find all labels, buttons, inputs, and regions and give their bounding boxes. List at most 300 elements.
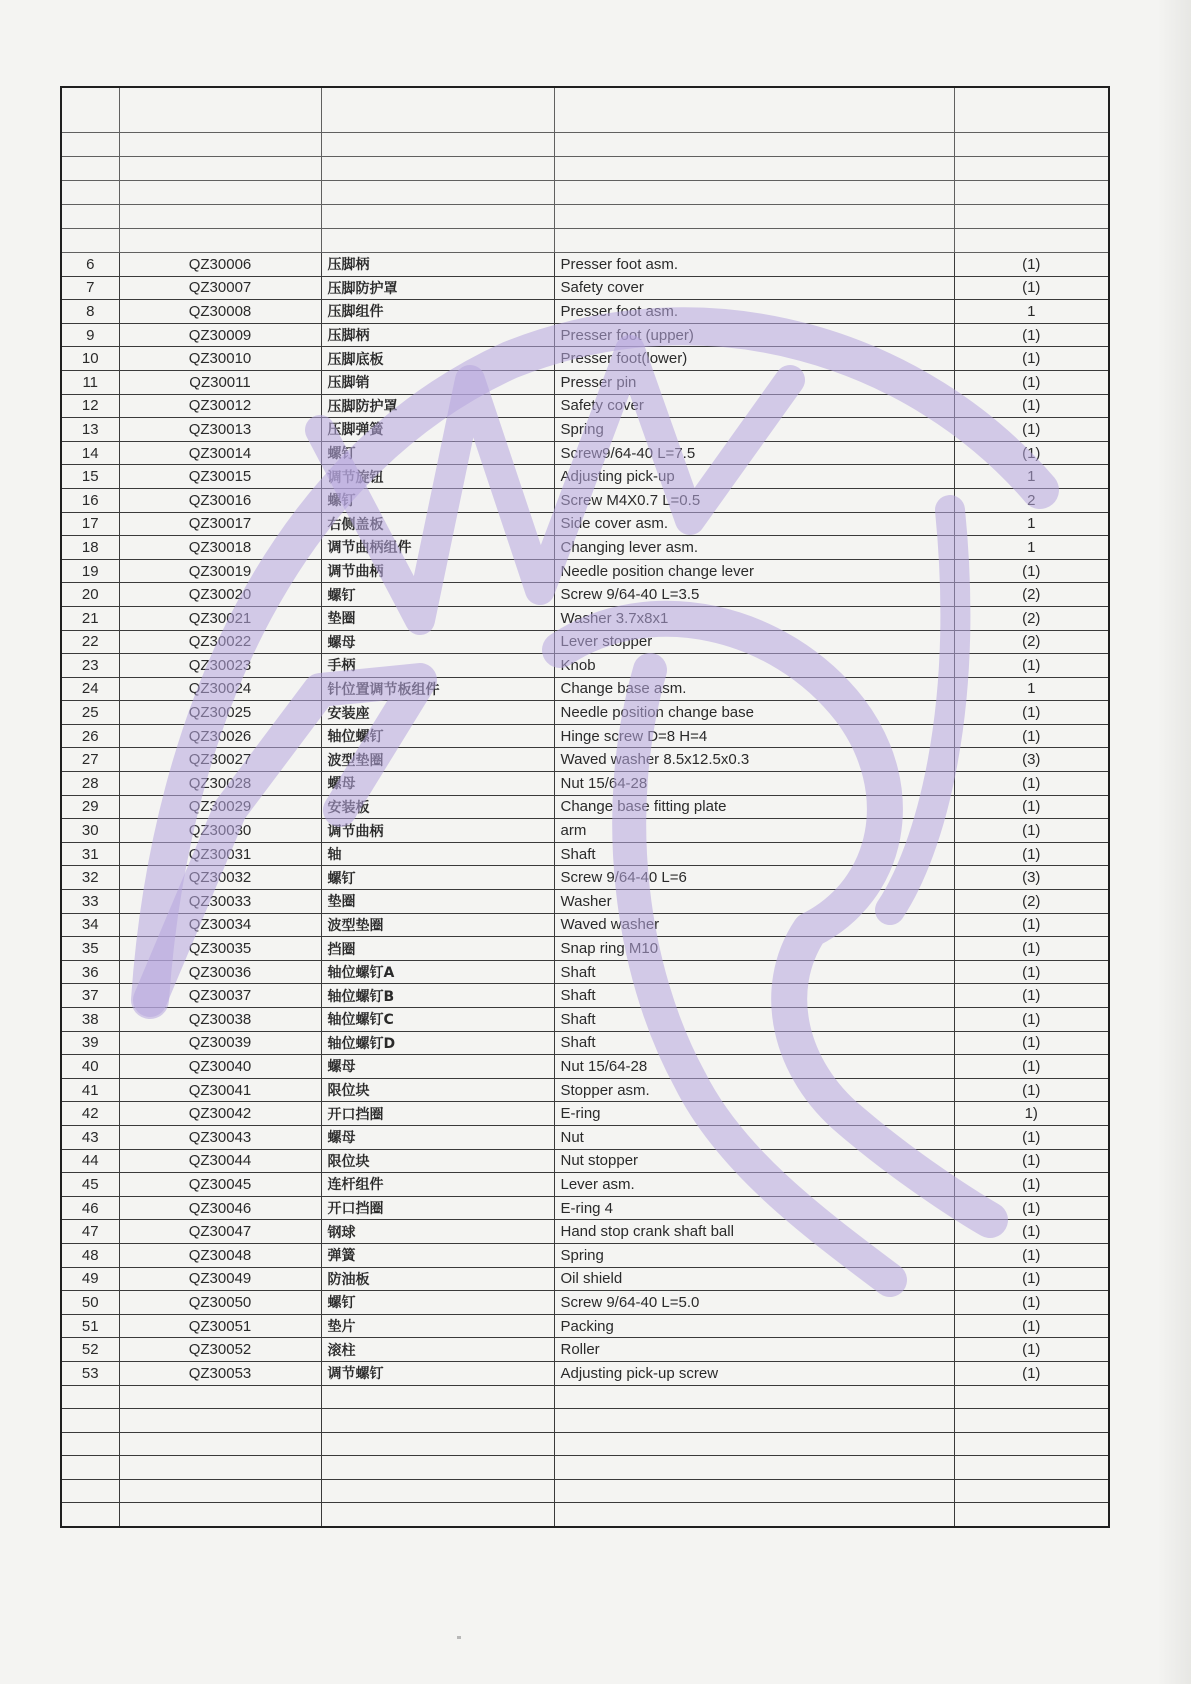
quantity-cell: 1 [954, 677, 1109, 701]
table-row [61, 559, 1109, 583]
chinese-name-cell: 调节螺钉 [321, 1361, 554, 1385]
english-name-cell: Knob [554, 654, 954, 678]
chinese-name-cell: 钢球 [321, 1220, 554, 1244]
item-number-cell: 26 [61, 724, 119, 748]
table-row [61, 394, 1109, 418]
english-name-cell: Screw 9/64-40 L=3.5 [554, 583, 954, 607]
part-code-cell: QZ30010 [119, 347, 321, 371]
empty-cell [554, 1385, 954, 1409]
item-number-cell: 30 [61, 819, 119, 843]
item-number-cell: 21 [61, 606, 119, 630]
part-code-cell: QZ30021 [119, 606, 321, 630]
table-row [61, 347, 1109, 371]
faded-row [61, 133, 1109, 157]
chinese-name-cell: 压脚销 [321, 370, 554, 394]
part-code-cell: QZ30019 [119, 559, 321, 583]
empty-row [61, 1503, 1109, 1527]
quantity-cell: (1) [954, 772, 1109, 796]
table-row [61, 323, 1109, 347]
table-row [61, 1338, 1109, 1362]
item-number-cell: 36 [61, 960, 119, 984]
part-code-cell: QZ30051 [119, 1314, 321, 1338]
table-row [61, 819, 1109, 843]
quantity-cell: 1 [954, 536, 1109, 560]
item-number-cell: 50 [61, 1291, 119, 1315]
quantity-cell: (1) [954, 937, 1109, 961]
item-number-cell: 24 [61, 677, 119, 701]
empty-cell [954, 1456, 1109, 1480]
english-name-cell: Roller [554, 1338, 954, 1362]
part-code-cell: QZ30007 [119, 276, 321, 300]
quantity-cell: (1) [954, 819, 1109, 843]
part-code-cell: QZ30022 [119, 630, 321, 654]
table-row [61, 253, 1109, 277]
chinese-name-cell: 轴位螺钉C [321, 1008, 554, 1032]
item-number-cell: 53 [61, 1361, 119, 1385]
part-code-cell: QZ30037 [119, 984, 321, 1008]
english-name-cell: Shaft [554, 984, 954, 1008]
quantity-cell: (1) [954, 1267, 1109, 1291]
empty-row [61, 1479, 1109, 1503]
english-name-cell: Packing [554, 1314, 954, 1338]
chinese-name-cell: 螺母 [321, 772, 554, 796]
chinese-name-cell: 轴位螺钉A [321, 960, 554, 984]
quantity-cell: (1) [954, 842, 1109, 866]
table-row [61, 654, 1109, 678]
table-row [61, 724, 1109, 748]
table-row [61, 1196, 1109, 1220]
item-number-cell: 41 [61, 1078, 119, 1102]
table-row [61, 701, 1109, 725]
quantity-cell: 2 [954, 488, 1109, 512]
part-code-cell: QZ30039 [119, 1031, 321, 1055]
quantity-cell: (1) [954, 984, 1109, 1008]
empty-cell [119, 1409, 321, 1433]
english-name-cell: Changing lever asm. [554, 536, 954, 560]
chinese-name-cell: 压脚组件 [321, 300, 554, 324]
english-name-cell: Nut 15/64-28 [554, 1055, 954, 1079]
english-name-cell: Nut [554, 1125, 954, 1149]
part-code-cell: QZ30040 [119, 1055, 321, 1079]
scan-speck [457, 1636, 461, 1639]
table-row [61, 583, 1109, 607]
part-code-cell: QZ30035 [119, 937, 321, 961]
chinese-name-cell: 波型垫圈 [321, 748, 554, 772]
faded-cell [61, 87, 119, 133]
quantity-cell: (1) [954, 394, 1109, 418]
item-number-cell: 34 [61, 913, 119, 937]
table-row [61, 1243, 1109, 1267]
english-name-cell: Waved washer 8.5x12.5x0.3 [554, 748, 954, 772]
part-code-cell: QZ30027 [119, 748, 321, 772]
chinese-name-cell: 轴 [321, 842, 554, 866]
item-number-cell: 32 [61, 866, 119, 890]
item-number-cell: 48 [61, 1243, 119, 1267]
empty-row [61, 1456, 1109, 1480]
item-number-cell: 43 [61, 1125, 119, 1149]
quantity-cell: (1) [954, 960, 1109, 984]
chinese-name-cell: 挡圈 [321, 937, 554, 961]
quantity-cell: (2) [954, 583, 1109, 607]
quantity-cell: (1) [954, 276, 1109, 300]
quantity-cell: (1) [954, 559, 1109, 583]
part-code-cell: QZ30047 [119, 1220, 321, 1244]
english-name-cell: Shaft [554, 1008, 954, 1032]
empty-cell [554, 1503, 954, 1527]
quantity-cell: (1) [954, 253, 1109, 277]
empty-row [61, 1432, 1109, 1456]
english-name-cell: Adjusting pick-up screw [554, 1361, 954, 1385]
empty-cell [954, 1479, 1109, 1503]
empty-cell [954, 1409, 1109, 1433]
table-row [61, 960, 1109, 984]
empty-cell [61, 1503, 119, 1527]
part-code-cell: QZ30012 [119, 394, 321, 418]
faded-cell [321, 87, 554, 133]
table-row [61, 890, 1109, 914]
table-row [61, 441, 1109, 465]
chinese-name-cell: 螺钉 [321, 1291, 554, 1315]
chinese-name-cell: 压脚防护罩 [321, 394, 554, 418]
english-name-cell: Adjusting pick-up [554, 465, 954, 489]
quantity-cell: (1) [954, 1008, 1109, 1032]
english-name-cell: Safety cover [554, 276, 954, 300]
empty-cell [321, 1456, 554, 1480]
english-name-cell: Safety cover [554, 394, 954, 418]
table-row [61, 276, 1109, 300]
item-number-cell: 42 [61, 1102, 119, 1126]
item-number-cell: 11 [61, 370, 119, 394]
item-number-cell: 16 [61, 488, 119, 512]
english-name-cell: Presser foot asm. [554, 253, 954, 277]
chinese-name-cell: 螺母 [321, 1125, 554, 1149]
quantity-cell: 1) [954, 1102, 1109, 1126]
chinese-name-cell: 螺母 [321, 630, 554, 654]
table-row [61, 677, 1109, 701]
quantity-cell: (2) [954, 630, 1109, 654]
part-code-cell: QZ30038 [119, 1008, 321, 1032]
table-row [61, 1031, 1109, 1055]
empty-cell [119, 1456, 321, 1480]
faded-cell [954, 87, 1109, 133]
item-number-cell: 12 [61, 394, 119, 418]
english-name-cell: Oil shield [554, 1267, 954, 1291]
chinese-name-cell: 轴位螺钉 [321, 724, 554, 748]
chinese-name-cell: 垫片 [321, 1314, 554, 1338]
chinese-name-cell: 压脚底板 [321, 347, 554, 371]
item-number-cell: 45 [61, 1173, 119, 1197]
part-code-cell: QZ30044 [119, 1149, 321, 1173]
chinese-name-cell: 调节曲柄 [321, 819, 554, 843]
empty-cell [119, 1432, 321, 1456]
faded-row [61, 205, 1109, 229]
table-row [61, 866, 1109, 890]
quantity-cell: (1) [954, 1243, 1109, 1267]
item-number-cell: 18 [61, 536, 119, 560]
chinese-name-cell: 连杆组件 [321, 1173, 554, 1197]
table-row [61, 1149, 1109, 1173]
quantity-cell: (1) [954, 1361, 1109, 1385]
english-name-cell: Presser foot asm. [554, 300, 954, 324]
empty-cell [554, 1432, 954, 1456]
english-name-cell: Screw M4X0.7 L=0.5 [554, 488, 954, 512]
part-code-cell: QZ30042 [119, 1102, 321, 1126]
chinese-name-cell: 限位块 [321, 1078, 554, 1102]
part-code-cell: QZ30025 [119, 701, 321, 725]
english-name-cell: Shaft [554, 1031, 954, 1055]
part-code-cell: QZ30018 [119, 536, 321, 560]
english-name-cell: Hand stop crank shaft ball [554, 1220, 954, 1244]
quantity-cell: (1) [954, 323, 1109, 347]
item-number-cell: 47 [61, 1220, 119, 1244]
empty-cell [61, 1409, 119, 1433]
empty-cell [61, 1479, 119, 1503]
part-code-cell: QZ30032 [119, 866, 321, 890]
table-row [61, 488, 1109, 512]
faded-cell [119, 87, 321, 133]
table-row [61, 1361, 1109, 1385]
chinese-name-cell: 压脚柄 [321, 323, 554, 347]
english-name-cell: Stopper asm. [554, 1078, 954, 1102]
english-name-cell: Washer [554, 890, 954, 914]
chinese-name-cell: 压脚柄 [321, 253, 554, 277]
chinese-name-cell: 压脚防护罩 [321, 276, 554, 300]
english-name-cell: Waved washer [554, 913, 954, 937]
english-name-cell: Screw 9/64-40 L=5.0 [554, 1291, 954, 1315]
table-row [61, 795, 1109, 819]
part-code-cell: QZ30008 [119, 300, 321, 324]
quantity-cell: (1) [954, 1338, 1109, 1362]
empty-cell [554, 1409, 954, 1433]
table-row [61, 772, 1109, 796]
part-code-cell: QZ30049 [119, 1267, 321, 1291]
item-number-cell: 38 [61, 1008, 119, 1032]
chinese-name-cell: 螺钉 [321, 441, 554, 465]
item-number-cell: 49 [61, 1267, 119, 1291]
table-row [61, 536, 1109, 560]
quantity-cell: (1) [954, 1173, 1109, 1197]
quantity-cell: 1 [954, 512, 1109, 536]
part-code-cell: QZ30013 [119, 418, 321, 442]
item-number-cell: 19 [61, 559, 119, 583]
chinese-name-cell: 针位置调节板组件 [321, 677, 554, 701]
english-name-cell: Nut 15/64-28 [554, 772, 954, 796]
table-row [61, 1055, 1109, 1079]
part-code-cell: QZ30006 [119, 253, 321, 277]
empty-cell [119, 1503, 321, 1527]
chinese-name-cell: 螺钉 [321, 488, 554, 512]
quantity-cell: (1) [954, 418, 1109, 442]
item-number-cell: 46 [61, 1196, 119, 1220]
table-row [61, 1291, 1109, 1315]
table-row [61, 465, 1109, 489]
chinese-name-cell: 调节曲柄 [321, 559, 554, 583]
quantity-cell: 1 [954, 300, 1109, 324]
table-row [61, 937, 1109, 961]
quantity-cell: (1) [954, 1149, 1109, 1173]
chinese-name-cell: 安装座 [321, 701, 554, 725]
chinese-name-cell: 垫圈 [321, 890, 554, 914]
page-edge-shadow [1157, 0, 1191, 1684]
part-code-cell: QZ30017 [119, 512, 321, 536]
english-name-cell: Snap ring M10 [554, 937, 954, 961]
item-number-cell: 39 [61, 1031, 119, 1055]
item-number-cell: 13 [61, 418, 119, 442]
table-row [61, 512, 1109, 536]
quantity-cell: (1) [954, 1196, 1109, 1220]
part-code-cell: QZ30048 [119, 1243, 321, 1267]
chinese-name-cell: 限位块 [321, 1149, 554, 1173]
quantity-cell: (1) [954, 1314, 1109, 1338]
part-code-cell: QZ30014 [119, 441, 321, 465]
quantity-cell: (1) [954, 654, 1109, 678]
part-code-cell: QZ30031 [119, 842, 321, 866]
quantity-cell: (1) [954, 1031, 1109, 1055]
english-name-cell: Lever stopper [554, 630, 954, 654]
english-name-cell: Side cover asm. [554, 512, 954, 536]
part-code-cell: QZ30043 [119, 1125, 321, 1149]
table-row [61, 418, 1109, 442]
english-name-cell: Nut stopper [554, 1149, 954, 1173]
item-number-cell: 7 [61, 276, 119, 300]
quantity-cell: (3) [954, 866, 1109, 890]
part-code-cell: QZ30041 [119, 1078, 321, 1102]
item-number-cell: 10 [61, 347, 119, 371]
quantity-cell: (1) [954, 370, 1109, 394]
english-name-cell: Washer 3.7x8x1 [554, 606, 954, 630]
empty-cell [321, 1385, 554, 1409]
empty-cell [61, 1456, 119, 1480]
part-code-cell: QZ30015 [119, 465, 321, 489]
item-number-cell: 52 [61, 1338, 119, 1362]
quantity-cell: (1) [954, 347, 1109, 371]
empty-cell [554, 1479, 954, 1503]
english-name-cell: Shaft [554, 960, 954, 984]
quantity-cell: 1 [954, 465, 1109, 489]
english-name-cell: Presser foot (upper) [554, 323, 954, 347]
quantity-cell: (1) [954, 913, 1109, 937]
table-row [61, 984, 1109, 1008]
empty-row [61, 1385, 1109, 1409]
part-code-cell: QZ30052 [119, 1338, 321, 1362]
item-number-cell: 20 [61, 583, 119, 607]
table-row [61, 842, 1109, 866]
item-number-cell: 25 [61, 701, 119, 725]
table-row [61, 748, 1109, 772]
english-name-cell: Needle position change lever [554, 559, 954, 583]
part-code-cell: QZ30030 [119, 819, 321, 843]
table-row [61, 370, 1109, 394]
item-number-cell: 17 [61, 512, 119, 536]
item-number-cell: 14 [61, 441, 119, 465]
chinese-name-cell: 轴位螺钉B [321, 984, 554, 1008]
quantity-cell: (1) [954, 1055, 1109, 1079]
table-row [61, 630, 1109, 654]
quantity-cell: (1) [954, 1078, 1109, 1102]
parts-list-table [60, 86, 1110, 1528]
item-number-cell: 28 [61, 772, 119, 796]
chinese-name-cell: 开口挡圈 [321, 1196, 554, 1220]
quantity-cell: (3) [954, 748, 1109, 772]
empty-cell [321, 1409, 554, 1433]
english-name-cell: Lever asm. [554, 1173, 954, 1197]
faded-cell [554, 87, 954, 133]
chinese-name-cell: 开口挡圈 [321, 1102, 554, 1126]
table-row [61, 1220, 1109, 1244]
part-code-cell: QZ30016 [119, 488, 321, 512]
item-number-cell: 33 [61, 890, 119, 914]
part-code-cell: QZ30026 [119, 724, 321, 748]
english-name-cell: Screw9/64-40 L=7.5 [554, 441, 954, 465]
chinese-name-cell: 安装板 [321, 795, 554, 819]
english-name-cell: Presser pin [554, 370, 954, 394]
english-name-cell: Needle position change base [554, 701, 954, 725]
part-code-cell: QZ30050 [119, 1291, 321, 1315]
item-number-cell: 27 [61, 748, 119, 772]
chinese-name-cell: 螺钉 [321, 583, 554, 607]
item-number-cell: 44 [61, 1149, 119, 1173]
chinese-name-cell: 轴位螺钉D [321, 1031, 554, 1055]
empty-cell [119, 1385, 321, 1409]
part-code-cell: QZ30033 [119, 890, 321, 914]
english-name-cell: Presser foot(lower) [554, 347, 954, 371]
part-code-cell: QZ30009 [119, 323, 321, 347]
english-name-cell: arm [554, 819, 954, 843]
item-number-cell: 23 [61, 654, 119, 678]
part-code-cell: QZ30028 [119, 772, 321, 796]
quantity-cell: (1) [954, 724, 1109, 748]
english-name-cell: Spring [554, 418, 954, 442]
table-row [61, 1078, 1109, 1102]
empty-cell [954, 1432, 1109, 1456]
empty-cell [119, 1479, 321, 1503]
table-row [61, 1173, 1109, 1197]
item-number-cell: 40 [61, 1055, 119, 1079]
empty-cell [61, 1432, 119, 1456]
item-number-cell: 29 [61, 795, 119, 819]
part-code-cell: QZ30053 [119, 1361, 321, 1385]
item-number-cell: 35 [61, 937, 119, 961]
chinese-name-cell: 右侧盖板 [321, 512, 554, 536]
part-code-cell: QZ30024 [119, 677, 321, 701]
quantity-cell: (1) [954, 795, 1109, 819]
chinese-name-cell: 防油板 [321, 1267, 554, 1291]
faded-row [61, 157, 1109, 181]
chinese-name-cell: 手柄 [321, 654, 554, 678]
item-number-cell: 31 [61, 842, 119, 866]
item-number-cell: 6 [61, 253, 119, 277]
parts-list-body [61, 87, 1109, 1527]
part-code-cell: QZ30036 [119, 960, 321, 984]
chinese-name-cell: 波型垫圈 [321, 913, 554, 937]
empty-cell [321, 1432, 554, 1456]
empty-row [61, 1409, 1109, 1433]
chinese-name-cell: 压脚弹簧 [321, 418, 554, 442]
part-code-cell: QZ30045 [119, 1173, 321, 1197]
table-row [61, 1125, 1109, 1149]
english-name-cell: Spring [554, 1243, 954, 1267]
empty-cell [321, 1503, 554, 1527]
item-number-cell: 37 [61, 984, 119, 1008]
item-number-cell: 51 [61, 1314, 119, 1338]
english-name-cell: Hinge screw D=8 H=4 [554, 724, 954, 748]
quantity-cell: (2) [954, 890, 1109, 914]
empty-cell [321, 1479, 554, 1503]
item-number-cell: 8 [61, 300, 119, 324]
part-code-cell: QZ30029 [119, 795, 321, 819]
quantity-cell: (1) [954, 1125, 1109, 1149]
table-row [61, 913, 1109, 937]
